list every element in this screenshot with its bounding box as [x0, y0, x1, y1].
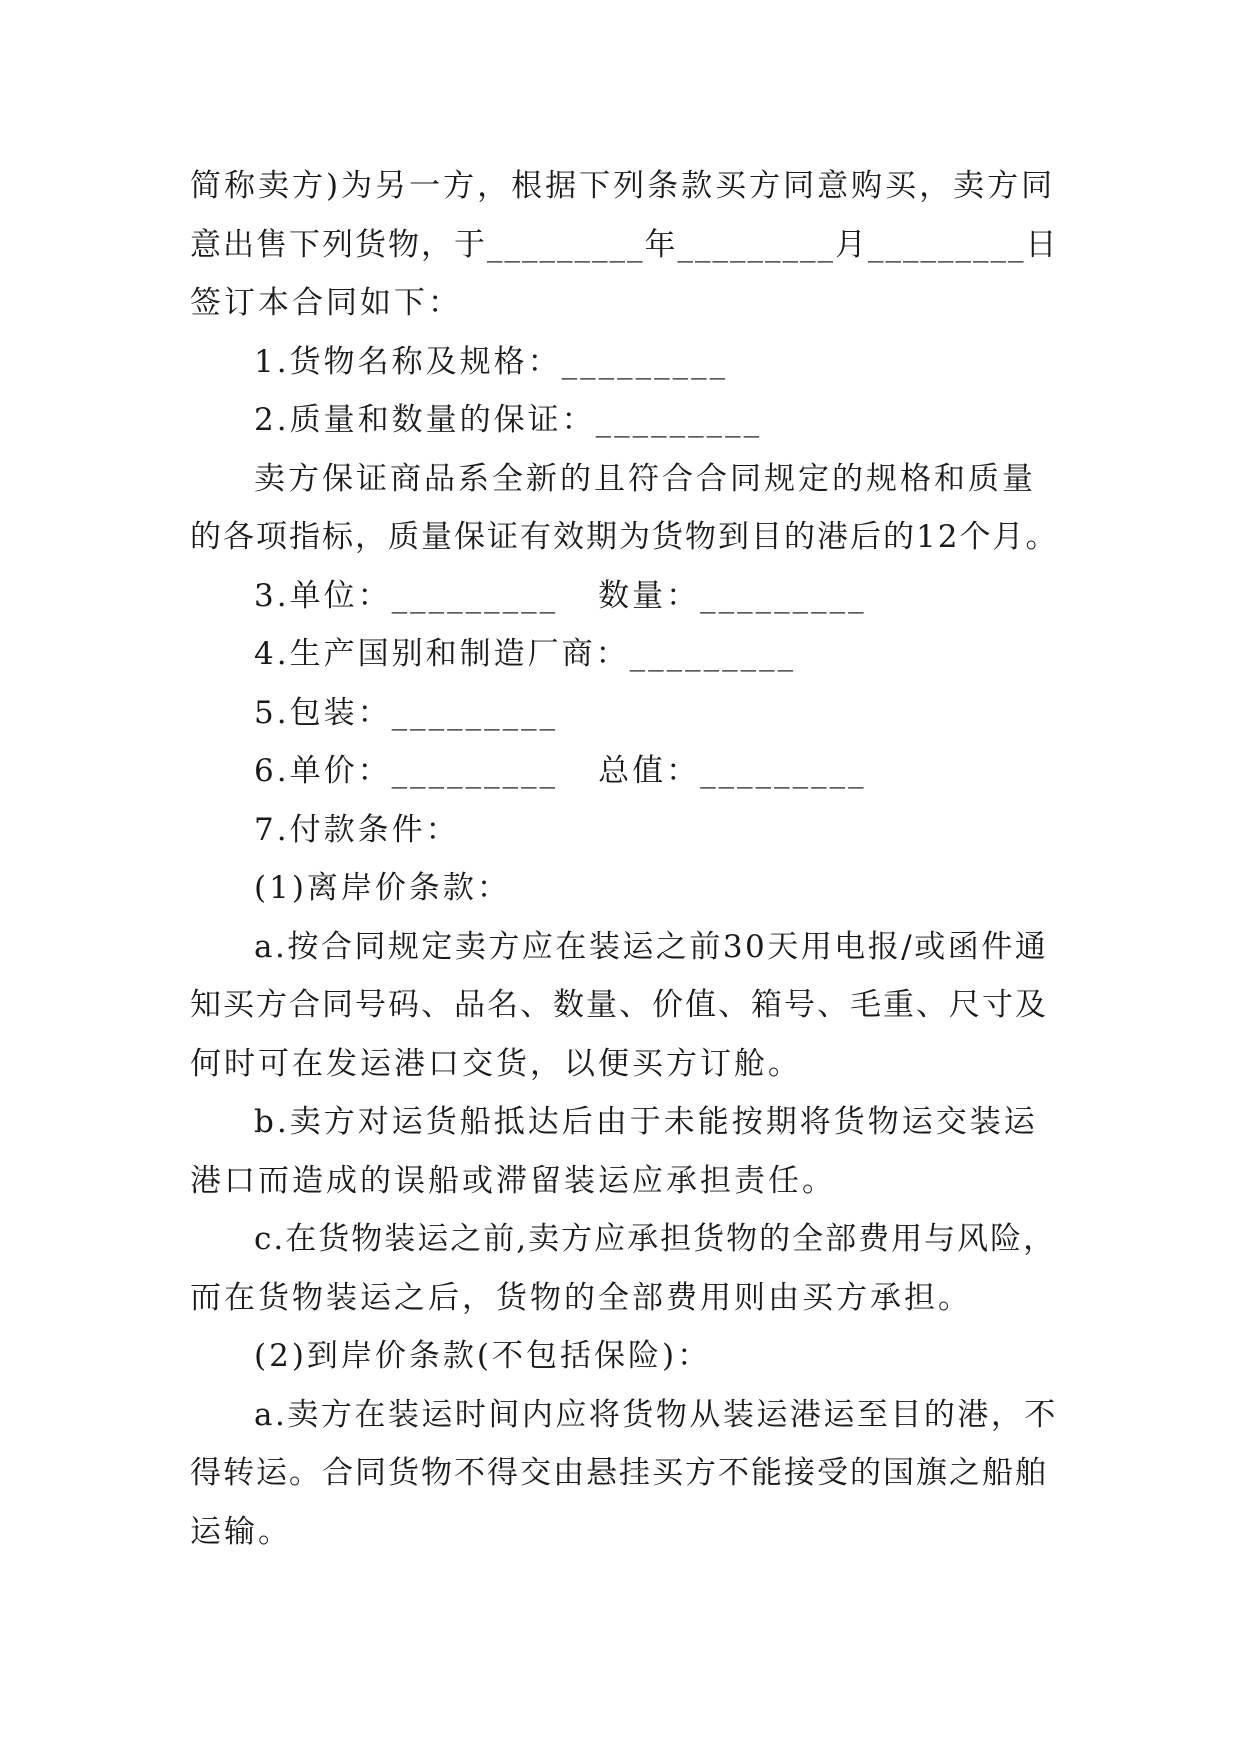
line-text: 港口而造成的误船或滞留装运应承担责任。	[190, 1162, 836, 1199]
line-text: a.按合同规定卖方应在装运之前30天用电报/或函件通	[254, 928, 1049, 965]
line-text: a.卖方在装运时间内应将货物从装运港运至目的港，不	[254, 1396, 1058, 1433]
text-line	[190, 1269, 1060, 1328]
line-text: 2.质量和数量的保证：_________	[254, 402, 763, 438]
line-text: 卖方保证商品系全新的且符合合同规定的规格和质量	[254, 460, 1036, 497]
line-text: 何时可在发运港口交货，以便买方订舱。	[190, 1045, 802, 1082]
subitem-cfr	[190, 1327, 1060, 1386]
line-text: 5.包装：_________	[254, 694, 559, 731]
item-origin-manufacturer	[190, 625, 1060, 684]
text-line	[190, 508, 1060, 567]
text-line	[190, 1444, 1060, 1503]
line-text: 知买方合同号码、品名、数量、价值、箱号、毛重、尺寸及	[190, 987, 1048, 1023]
subitem-fob	[190, 859, 1060, 918]
text-line	[190, 1386, 1060, 1445]
item-goods-name	[190, 333, 1060, 392]
text-line	[190, 1035, 1060, 1094]
item-payment-terms	[190, 801, 1060, 860]
line-text: (1)离岸价条款：	[254, 870, 511, 906]
line-text: 简称卖方)为另一方，根据下列条款买方同意购买，卖方同	[190, 168, 1056, 204]
line-text: 1.货物名称及规格：_________	[254, 343, 729, 380]
text-line	[190, 1152, 1060, 1211]
item-packing	[190, 684, 1060, 743]
line-text: 而在货物装运之后，货物的全部费用则由买方承担。	[190, 1279, 972, 1316]
text-line	[190, 1210, 1060, 1269]
item-price-total	[190, 742, 1060, 801]
line-text: 意出售下列货物，于_________年_________月_________日	[190, 226, 1059, 263]
line-text: 运输。	[190, 1513, 292, 1550]
line-text: c.在货物装运之前,卖方应承担货物的全部费用与风险，	[254, 1221, 1057, 1257]
text-line	[190, 1503, 1060, 1562]
item-quality-guarantee	[190, 391, 1060, 450]
line-text: 得转运。合同货物不得交由悬挂买方不能接受的国旗之船舶	[190, 1455, 1048, 1491]
contract-text	[190, 157, 1060, 1561]
line-text: 签订本合同如下：	[190, 285, 462, 321]
unit-text: 3.单位：_________	[254, 577, 559, 614]
quantity-text: 数量：_________	[598, 577, 867, 614]
line-text: 7.付款条件：	[254, 811, 460, 848]
line-text: b.卖方对运货船抵达后由于未能按期将货物运交装运	[254, 1104, 1038, 1140]
text-line	[190, 976, 1060, 1035]
line-text: (2)到岸价条款(不包括保险)：	[254, 1338, 712, 1374]
text-line	[190, 450, 1060, 509]
text-line	[190, 1093, 1060, 1152]
total-value-text: 总值：_________	[598, 753, 867, 789]
text-line	[190, 274, 1060, 333]
line-text: 4.生产国别和制造厂商：_________	[254, 636, 797, 672]
text-line	[190, 918, 1060, 977]
text-line	[190, 216, 1060, 275]
unit-price-text: 6.单价：_________	[254, 753, 559, 789]
item-unit-quantity	[190, 567, 1060, 626]
text-line	[190, 157, 1060, 216]
line-text: 的各项指标，质量保证有效期为货物到目的港后的12个月。	[190, 519, 1059, 555]
